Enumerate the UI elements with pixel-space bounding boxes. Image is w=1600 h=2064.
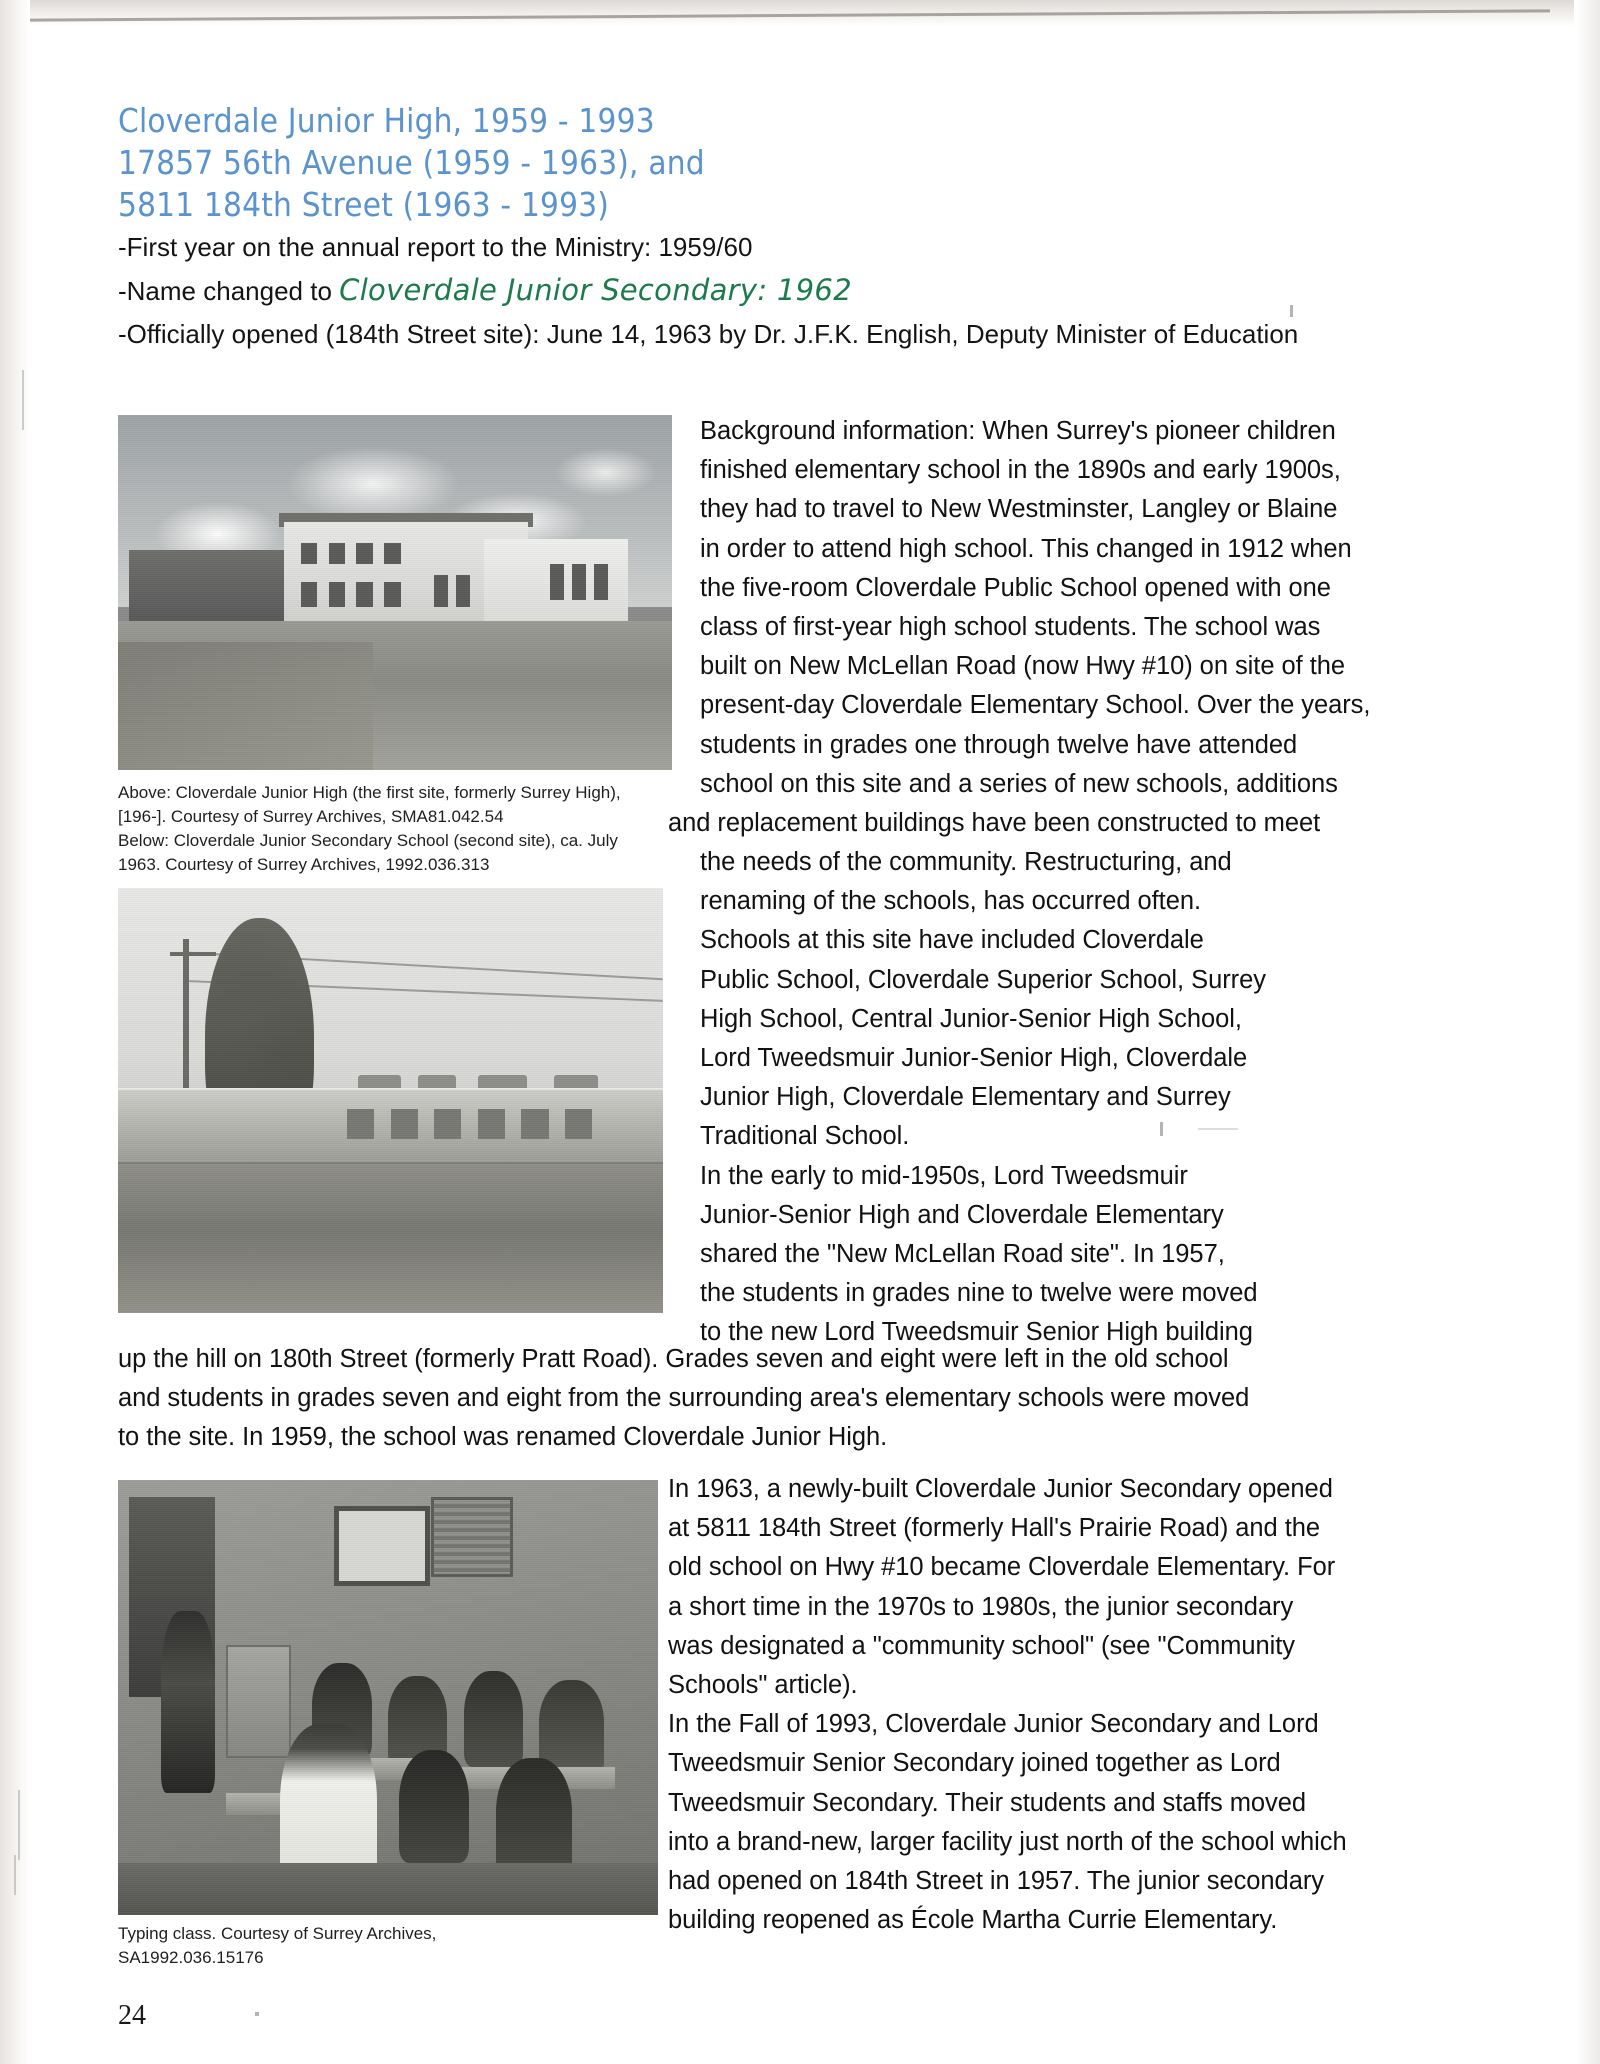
body-line: built on New McLellan Road (now Hwy #10) on site of the xyxy=(700,652,1345,681)
body-line: In the Fall of 1993, Cloverdale Junior Secondary and Lord xyxy=(668,1710,1319,1739)
body-line: old school on Hwy #10 became Cloverdale Elementary. For xyxy=(668,1553,1336,1582)
body-line: into a brand-new, larger facility just north of the school which xyxy=(668,1827,1347,1856)
body-line: In the early to mid-1950s, Lord Tweedsmuir xyxy=(700,1161,1188,1190)
body-line: to the new Lord Tweedsmuir Senior High building xyxy=(700,1318,1253,1347)
bottom-photo-caption-line-2: SA1992.036.15176 xyxy=(118,1948,264,1967)
body-line: a short time in the 1970s to 1980s, the junior secondary xyxy=(668,1592,1294,1621)
body-line: they had to travel to New Westminster, Langley or Blaine xyxy=(700,495,1338,524)
bottom-photo-caption xyxy=(118,1922,678,1970)
body-line: renaming of the schools, has occurred often. xyxy=(700,887,1202,916)
top-photo-caption-line-4: 1963. Courtesy of Surrey Archives, 1992.036.313 xyxy=(118,855,490,874)
body-line: Background information: When Surrey's pioneer children xyxy=(700,417,1336,445)
body-line: class of first-year high school students. The school was xyxy=(700,613,1321,642)
page-header xyxy=(118,100,1538,356)
body-line: building reopened as École Martha Currie Elementary. xyxy=(668,1906,1278,1934)
top-photo-caption-line-1: Above: Cloverdale Junior High (the first site, formerly Surrey High), xyxy=(118,783,621,802)
body-line: In 1963, a newly-built Cloverdale Junior Secondary opened xyxy=(668,1475,1333,1503)
stray-ink-dot-bottom xyxy=(255,2012,259,2016)
body-text-final-line xyxy=(668,1901,1568,1940)
body-line: High School, Central Junior-Senior High School, xyxy=(700,1004,1242,1033)
stray-ink-dot xyxy=(1290,305,1293,317)
body-line: in order to attend high school. This changed in 1912 when xyxy=(700,534,1352,563)
body-line: shared the "New McLellan Road site". In 1957, xyxy=(700,1240,1225,1269)
fact-name-changed xyxy=(118,269,1538,313)
top-photo-caption-line-2: [196-]. Courtesy of Surrey Archives, SMA81.042.54 xyxy=(118,807,504,826)
body-text-middle-right-column xyxy=(700,843,1540,1353)
fact-officially-opened: -Officially opened (184th Street site): June 14, 1963 by Dr. J.F.K. English, Deputy Minister of Education xyxy=(118,319,1299,349)
body-line: at 5811 184th Street (formerly Hall's Prairie Road) and the xyxy=(668,1514,1321,1543)
top-photo-caption xyxy=(118,781,678,877)
body-line: Schools at this site have included Cloverdale xyxy=(700,926,1204,955)
stray-ink-smudge xyxy=(1198,1128,1238,1130)
page-title-line-1: Cloverdale Junior High, 1959 - 1993 xyxy=(118,101,655,140)
scan-left-edge xyxy=(0,0,30,2064)
body-line: school on this site and a series of new schools, additions xyxy=(700,769,1338,798)
body-line: was designated a "community school" (see "Community xyxy=(668,1631,1295,1660)
body-line: Public School, Cloverdale Superior School, Surrey xyxy=(700,965,1266,994)
cloverdale-junior-secondary-second-site-photo xyxy=(118,888,663,1313)
body-line: the needs of the community. Restructuring, and xyxy=(700,848,1232,876)
page-number: 24 xyxy=(118,2000,146,2031)
cloverdale-junior-high-first-site-photo xyxy=(118,415,672,770)
body-text-bottom-right-column xyxy=(668,1470,1548,1901)
body-line: finished elementary school in the 1890s and early 1900s, xyxy=(700,456,1341,485)
body-line: Lord Tweedsmuir Junior-Senior High, Cloverdale xyxy=(700,1044,1248,1073)
scan-right-edge xyxy=(1574,0,1600,2064)
body-line: up the hill on 180th Street (formerly Pratt Road). Grades seven and eight were left in the old school xyxy=(118,1345,1229,1373)
page-title-line-3: 5811 184th Street (1963 - 1993) xyxy=(118,185,610,224)
typing-class-photo xyxy=(118,1480,658,1915)
spine-mark-lower-2 xyxy=(14,1855,16,1895)
body-line: the five-room Cloverdale Public School opened with one xyxy=(700,573,1331,602)
body-line: had opened on 184th Street in 1957. The junior secondary xyxy=(668,1867,1324,1896)
fact-name-changed-prefix: -Name changed to xyxy=(118,276,340,306)
body-text-full-width-block xyxy=(118,1340,1538,1458)
body-line: and replacement buildings have been constructed to meet xyxy=(668,809,1321,837)
stray-ink-tick xyxy=(1160,1122,1163,1136)
body-line: and students in grades seven and eight from the surrounding area's elementary schools were moved xyxy=(118,1384,1250,1413)
body-line: Junior High, Cloverdale Elementary and Surrey xyxy=(700,1083,1231,1112)
body-line: to the site. In 1959, the school was renamed Cloverdale Junior High. xyxy=(118,1423,888,1452)
body-line: the students in grades nine to twelve were moved xyxy=(700,1279,1258,1308)
page-title-line-2: 17857 56th Avenue (1959 - 1963), and xyxy=(118,143,705,182)
body-line: Junior-Senior High and Cloverdale Elementary xyxy=(700,1200,1224,1229)
spine-mark-lower xyxy=(18,1790,20,1860)
bottom-photo-caption-line-1: Typing class. Courtesy of Surrey Archives, xyxy=(118,1924,437,1943)
body-text-bridging-line xyxy=(668,804,1568,843)
fact-first-year: -First year on the annual report to the Ministry: 1959/60 xyxy=(118,232,753,262)
body-text-top-right-column xyxy=(700,412,1540,804)
body-line: Tweedsmuir Senior Secondary joined together as Lord xyxy=(668,1749,1281,1778)
spine-mark-upper xyxy=(22,370,24,430)
fact-name-changed-emphasis: Cloverdale Junior Secondary: 1962 xyxy=(339,273,852,307)
top-photo-caption-line-3: Below: Cloverdale Junior Secondary School (second site), ca. July xyxy=(118,831,618,850)
body-line: present-day Cloverdale Elementary School. Over the years, xyxy=(700,691,1371,720)
body-line: students in grades one through twelve have attended xyxy=(700,730,1298,759)
body-line: Traditional School. xyxy=(700,1122,910,1151)
body-line: Schools" article). xyxy=(668,1671,858,1700)
paragraph-background-information xyxy=(700,412,1540,804)
body-line: Tweedsmuir Secondary. Their students and staffs moved xyxy=(668,1788,1307,1817)
